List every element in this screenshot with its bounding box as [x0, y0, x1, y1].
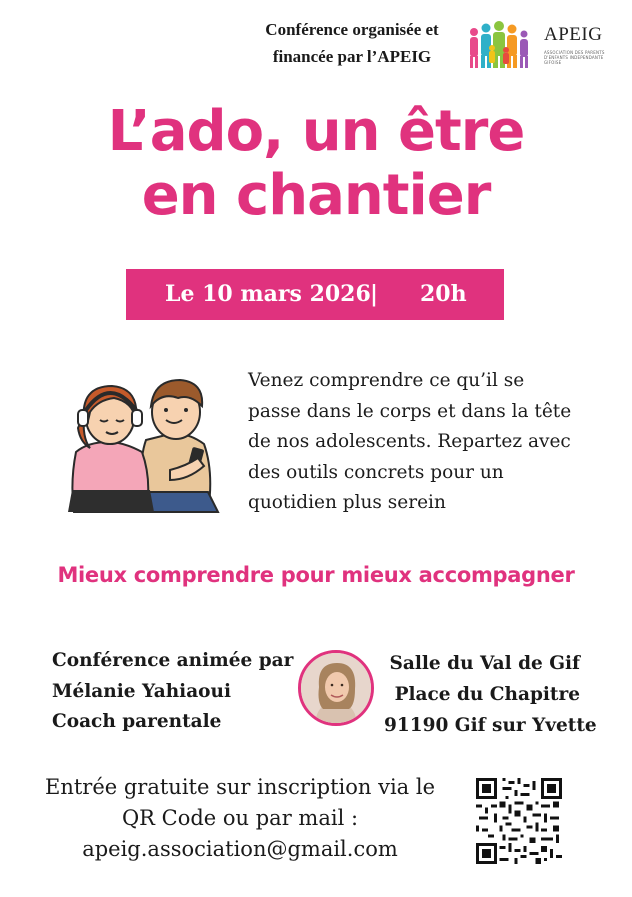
venue-name: Salle du Val de Gif [389, 653, 580, 674]
event-date: Le 10 mars 2026 [165, 281, 371, 307]
speaker-role: Coach parentale [52, 711, 222, 732]
description-text [248, 366, 588, 519]
tagline: Mieux comprendre pour mieux accompagner [57, 563, 575, 587]
description-line: de nos adolescents. Repartez avec [248, 431, 571, 452]
logo-subtitle: ASSOCIATION DES PARENTS D'ENFANTS INDEPENDANTE GIFOISE [544, 50, 605, 65]
speaker-name: Mélanie Yahiaoui [52, 680, 231, 702]
description-line: des outils concrets pour un [248, 461, 504, 483]
title-line-2: en chantier [141, 163, 491, 228]
date-separator: | [370, 281, 379, 307]
entry-line-1: Entrée gratuite sur inscription via le [45, 775, 435, 799]
date-banner [126, 269, 504, 320]
title-line-1: L’ado, un être [107, 99, 525, 164]
description-line: Venez comprendre ce qu’il se [248, 370, 525, 391]
entry-info [30, 772, 450, 865]
description-line: quotidien plus serein [248, 492, 446, 513]
speaker-intro: Conférence animée par [52, 650, 294, 671]
page-title [0, 100, 632, 228]
organizer-line-2: financée par l’APEIG [272, 47, 432, 66]
venue-info [384, 648, 597, 741]
apeig-logo-figures-icon [466, 20, 532, 70]
qr-code-icon[interactable] [476, 778, 562, 864]
venue-street: Place du Chapitre [394, 684, 580, 705]
teenagers-illustration [58, 362, 228, 518]
logo-name: APEIG [544, 24, 603, 45]
contact-email[interactable]: apeig.association@gmail.com [82, 837, 398, 861]
venue-city: 91190 Gif sur Yvette [384, 715, 597, 736]
organizer-text [232, 16, 472, 70]
entry-line-2: QR Code ou par mail : [121, 806, 359, 830]
event-time: 20h [420, 281, 467, 307]
description-line: passe dans le corps et dans la tête [248, 400, 572, 422]
speaker-info [52, 646, 293, 738]
portrait-image [301, 653, 371, 723]
speaker-avatar [298, 650, 374, 726]
organizer-line-1: Conférence organisée et [265, 20, 439, 39]
